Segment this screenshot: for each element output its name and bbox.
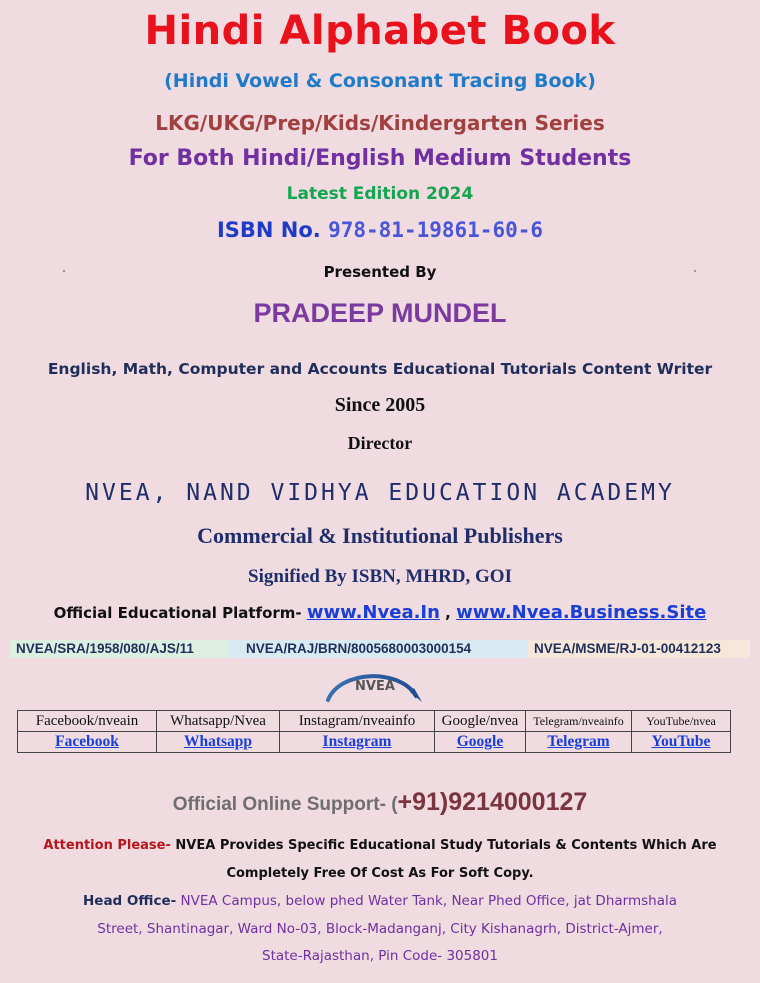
address-line-1 <box>0 893 760 909</box>
handle-telegram: Telegram/nveainfo <box>526 711 632 732</box>
writer-description: English, Math, Computer and Accounts Educational Tutorials Content Writer <box>47 360 713 378</box>
since-year: Since 2005 <box>334 394 426 416</box>
social-media-table <box>17 710 731 753</box>
handle-instagram: Instagram/nveainfo <box>280 711 435 732</box>
link-whatsapp[interactable]: Whatsapp <box>183 733 253 750</box>
isbn-line <box>0 218 760 242</box>
book-title: Hindi Alphabet Book <box>144 8 616 54</box>
support-label: Official Online Support- ( <box>172 794 398 815</box>
edition-line: Latest Edition 2024 <box>286 184 474 204</box>
link-telegram[interactable]: Telegram <box>547 733 610 750</box>
handle-facebook: Facebook/nveain <box>18 711 157 732</box>
platform-separator: , <box>445 604 451 622</box>
role-title: Director <box>347 433 413 453</box>
book-subtitle: (Hindi Vowel & Consonant Tracing Book) <box>164 70 596 92</box>
publishers-line: Commercial & Institutional Publishers <box>197 523 563 548</box>
logo-text: NVEA <box>355 679 395 694</box>
isbn-label: ISBN No. <box>216 218 321 242</box>
isbn-number: 978-81-19861-60-6 <box>328 218 544 242</box>
registration-codes <box>10 640 750 658</box>
registration-code-sra: NVEA/SRA/1958/080/AJS/11 <box>10 640 228 658</box>
platform-line <box>0 602 760 623</box>
handle-youtube: YouTube/nvea <box>632 711 731 732</box>
presented-by: Presented By <box>323 263 437 281</box>
address-label: Head Office- <box>82 893 177 909</box>
signified-line: Signified By ISBN, MHRD, GOI <box>248 566 512 587</box>
platform-link-business-site[interactable]: www.Nvea.Business.Site <box>456 602 707 623</box>
registration-code-brn: NVEA/RAJ/BRN/8005680003000154 <box>228 640 528 658</box>
handle-whatsapp: Whatsapp/Nvea <box>157 711 280 732</box>
social-links-row <box>18 732 731 753</box>
attention-text: NVEA Provides Specific Educational Study Tutorials & Contents Which Are <box>175 838 717 853</box>
address-line-3: State-Rajasthan, Pin Code- 305801 <box>262 948 498 964</box>
author-name: PRADEEP MUNDEL <box>253 298 507 328</box>
series-line: LKG/UKG/Prep/Kids/Kindergarten Series <box>155 111 605 135</box>
link-instagram[interactable]: Instagram <box>322 733 392 750</box>
support-phone: +91)9214000127 <box>397 788 588 816</box>
platform-label: Official Educational Platform- <box>53 604 302 622</box>
address-text-1: NVEA Campus, below phed Water Tank, Near Phed Office, jat Dharmshala <box>180 893 677 909</box>
attention-label: Attention Please- <box>43 838 171 853</box>
link-youtube[interactable]: YouTube <box>651 733 711 750</box>
academy-name: NVEA, NAND VIDHYA EDUCATION ACADEMY <box>85 480 675 506</box>
social-handles-row <box>18 711 731 732</box>
link-google[interactable]: Google <box>456 733 504 750</box>
address-line-2: Street, Shantinagar, Ward No-03, Block-Madanganj, City Kishanagrh, District-Ajmer, <box>97 921 663 937</box>
platform-link-nvea-in[interactable]: www.Nvea.In <box>306 602 440 623</box>
support-line <box>0 788 760 817</box>
attention-text-continued: Completely Free Of Cost As For Soft Copy. <box>226 866 534 881</box>
medium-line: For Both Hindi/English Medium Students <box>128 146 632 171</box>
link-facebook[interactable]: Facebook <box>55 733 119 750</box>
attention-line <box>0 838 760 853</box>
registration-code-msme: NVEA/MSME/RJ-01-00412123 <box>528 640 750 658</box>
handle-google: Google/nvea <box>435 711 526 732</box>
